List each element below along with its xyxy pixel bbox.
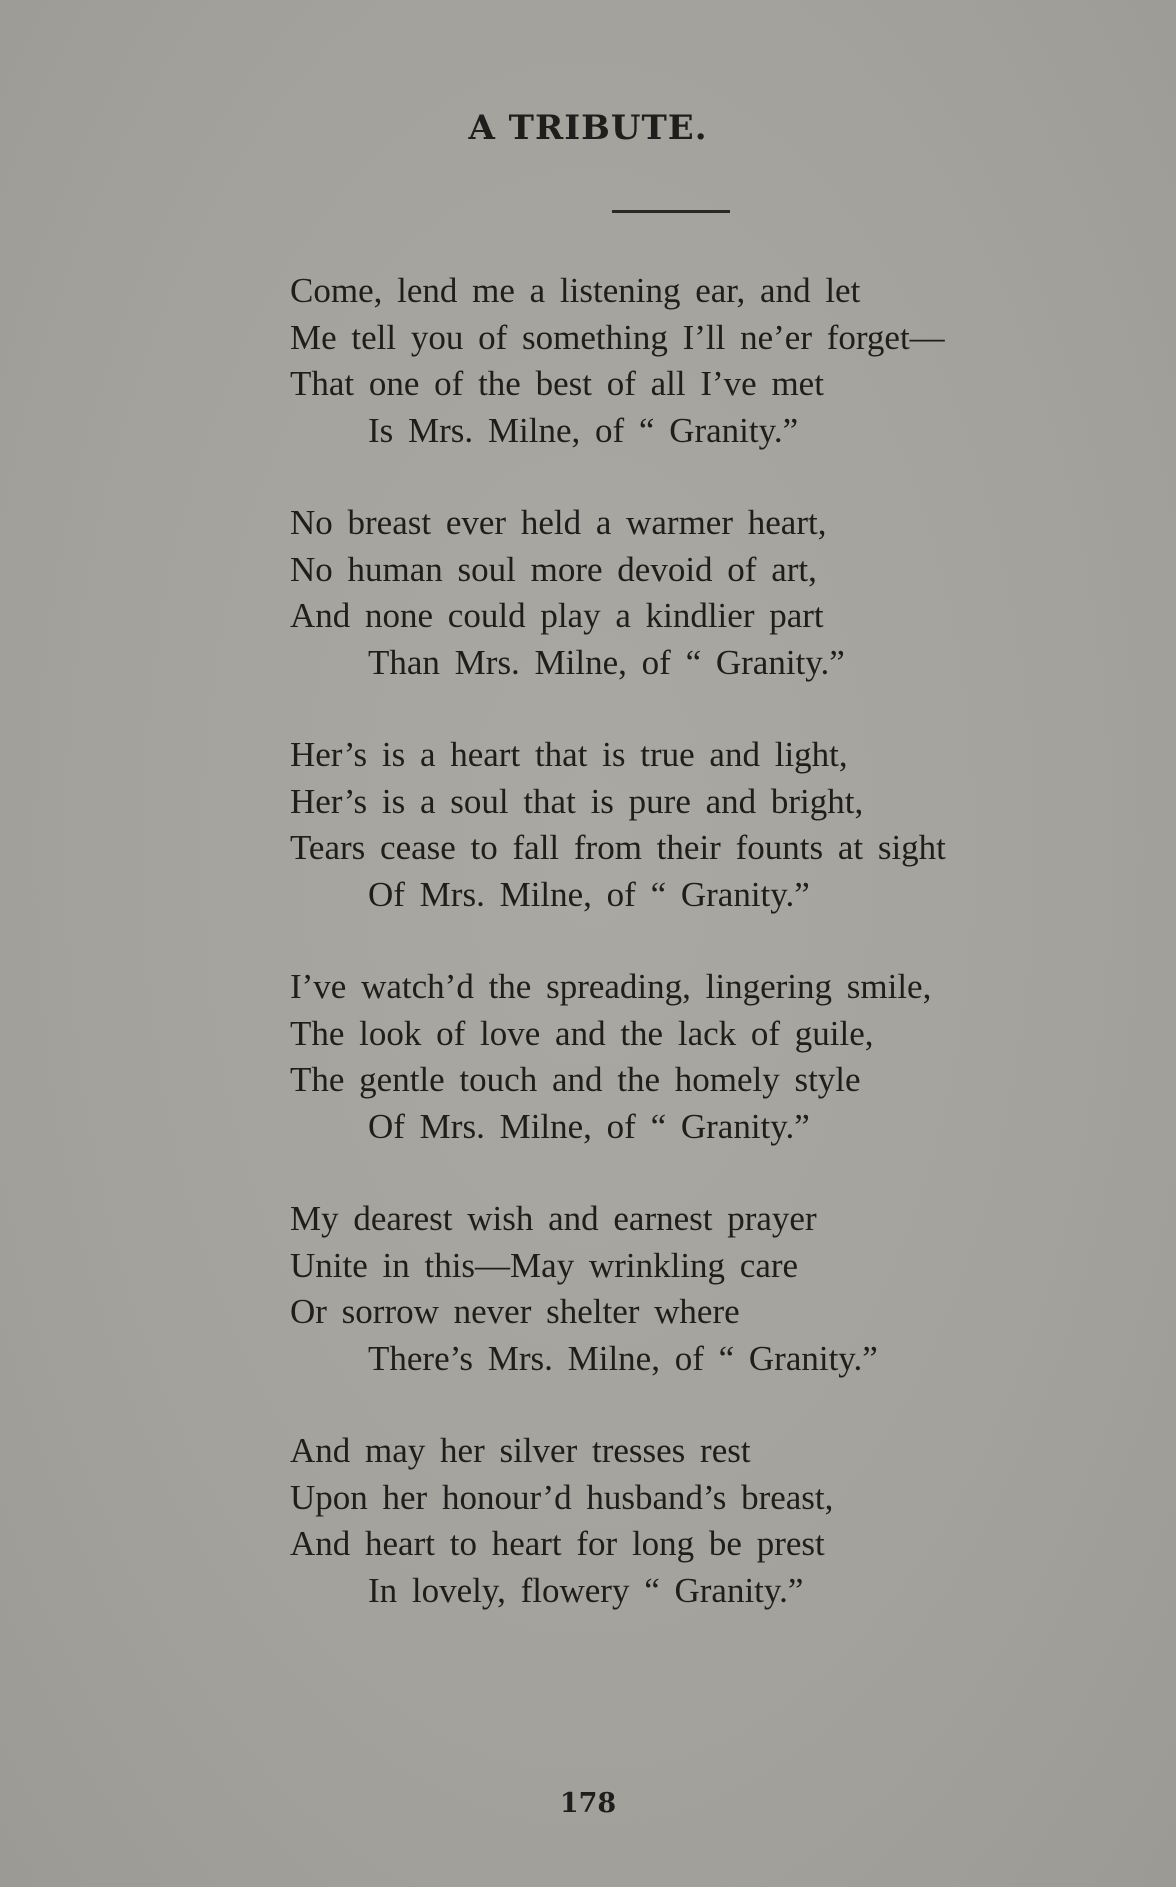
poem-line: The gentle touch and the homely style xyxy=(290,1060,861,1099)
title-rule xyxy=(612,210,730,213)
poem-line: Tears cease to fall from their founts at sight xyxy=(290,828,946,867)
poem-line: No breast ever held a warmer heart, xyxy=(290,503,827,542)
stanza-6 xyxy=(290,1428,1090,1614)
poem-line: And none could play a kindlier part xyxy=(290,596,824,635)
poem-line: Upon her honour’d husband’s breast, xyxy=(290,1477,834,1517)
poem-title: A TRIBUTE. xyxy=(468,108,708,148)
refrain-line: There’s Mrs. Milne, of “ Granity.” xyxy=(368,1338,878,1378)
poem-line: No human soul more devoid of art, xyxy=(290,549,817,589)
stanza-5 xyxy=(290,1196,1090,1382)
stanza-4 xyxy=(290,964,1090,1150)
poem-line: And may her silver tresses rest xyxy=(290,1431,751,1470)
poem-line: And heart to heart for long be prest xyxy=(290,1524,825,1563)
page-number: 178 xyxy=(559,1788,617,1819)
refrain-line: Of Mrs. Milne, of “ Granity.” xyxy=(368,874,810,914)
poem-line: Her’s is a soul that is pure and bright, xyxy=(290,781,864,821)
poem-line: My dearest wish and earnest prayer xyxy=(290,1199,817,1238)
stanza-3 xyxy=(290,732,1090,918)
poem-line: Come, lend me a listening ear, and let xyxy=(290,271,861,310)
refrain-line: Than Mrs. Milne, of “ Granity.” xyxy=(368,642,845,682)
poem-line: That one of the best of all I’ve met xyxy=(290,364,824,403)
poem-body xyxy=(290,268,1090,1660)
stanza-1 xyxy=(290,268,1090,454)
poem-line: Her’s is a heart that is true and light, xyxy=(290,735,848,774)
poem-line: I’ve watch’d the spreading, lingering smile, xyxy=(290,967,932,1006)
refrain-line: In lovely, flowery “ Granity.” xyxy=(368,1570,804,1610)
refrain-line: Is Mrs. Milne, of “ Granity.” xyxy=(368,410,799,450)
poem-line: The look of love and the lack of guile, xyxy=(290,1013,874,1053)
stanza-2 xyxy=(290,500,1090,686)
refrain-line: Of Mrs. Milne, of “ Granity.” xyxy=(368,1106,810,1146)
poem-line: Me tell you of something I’ll ne’er forget— xyxy=(290,317,945,357)
poem-line: Or sorrow never shelter where xyxy=(290,1292,740,1331)
poem-line: Unite in this—May wrinkling care xyxy=(290,1245,799,1285)
